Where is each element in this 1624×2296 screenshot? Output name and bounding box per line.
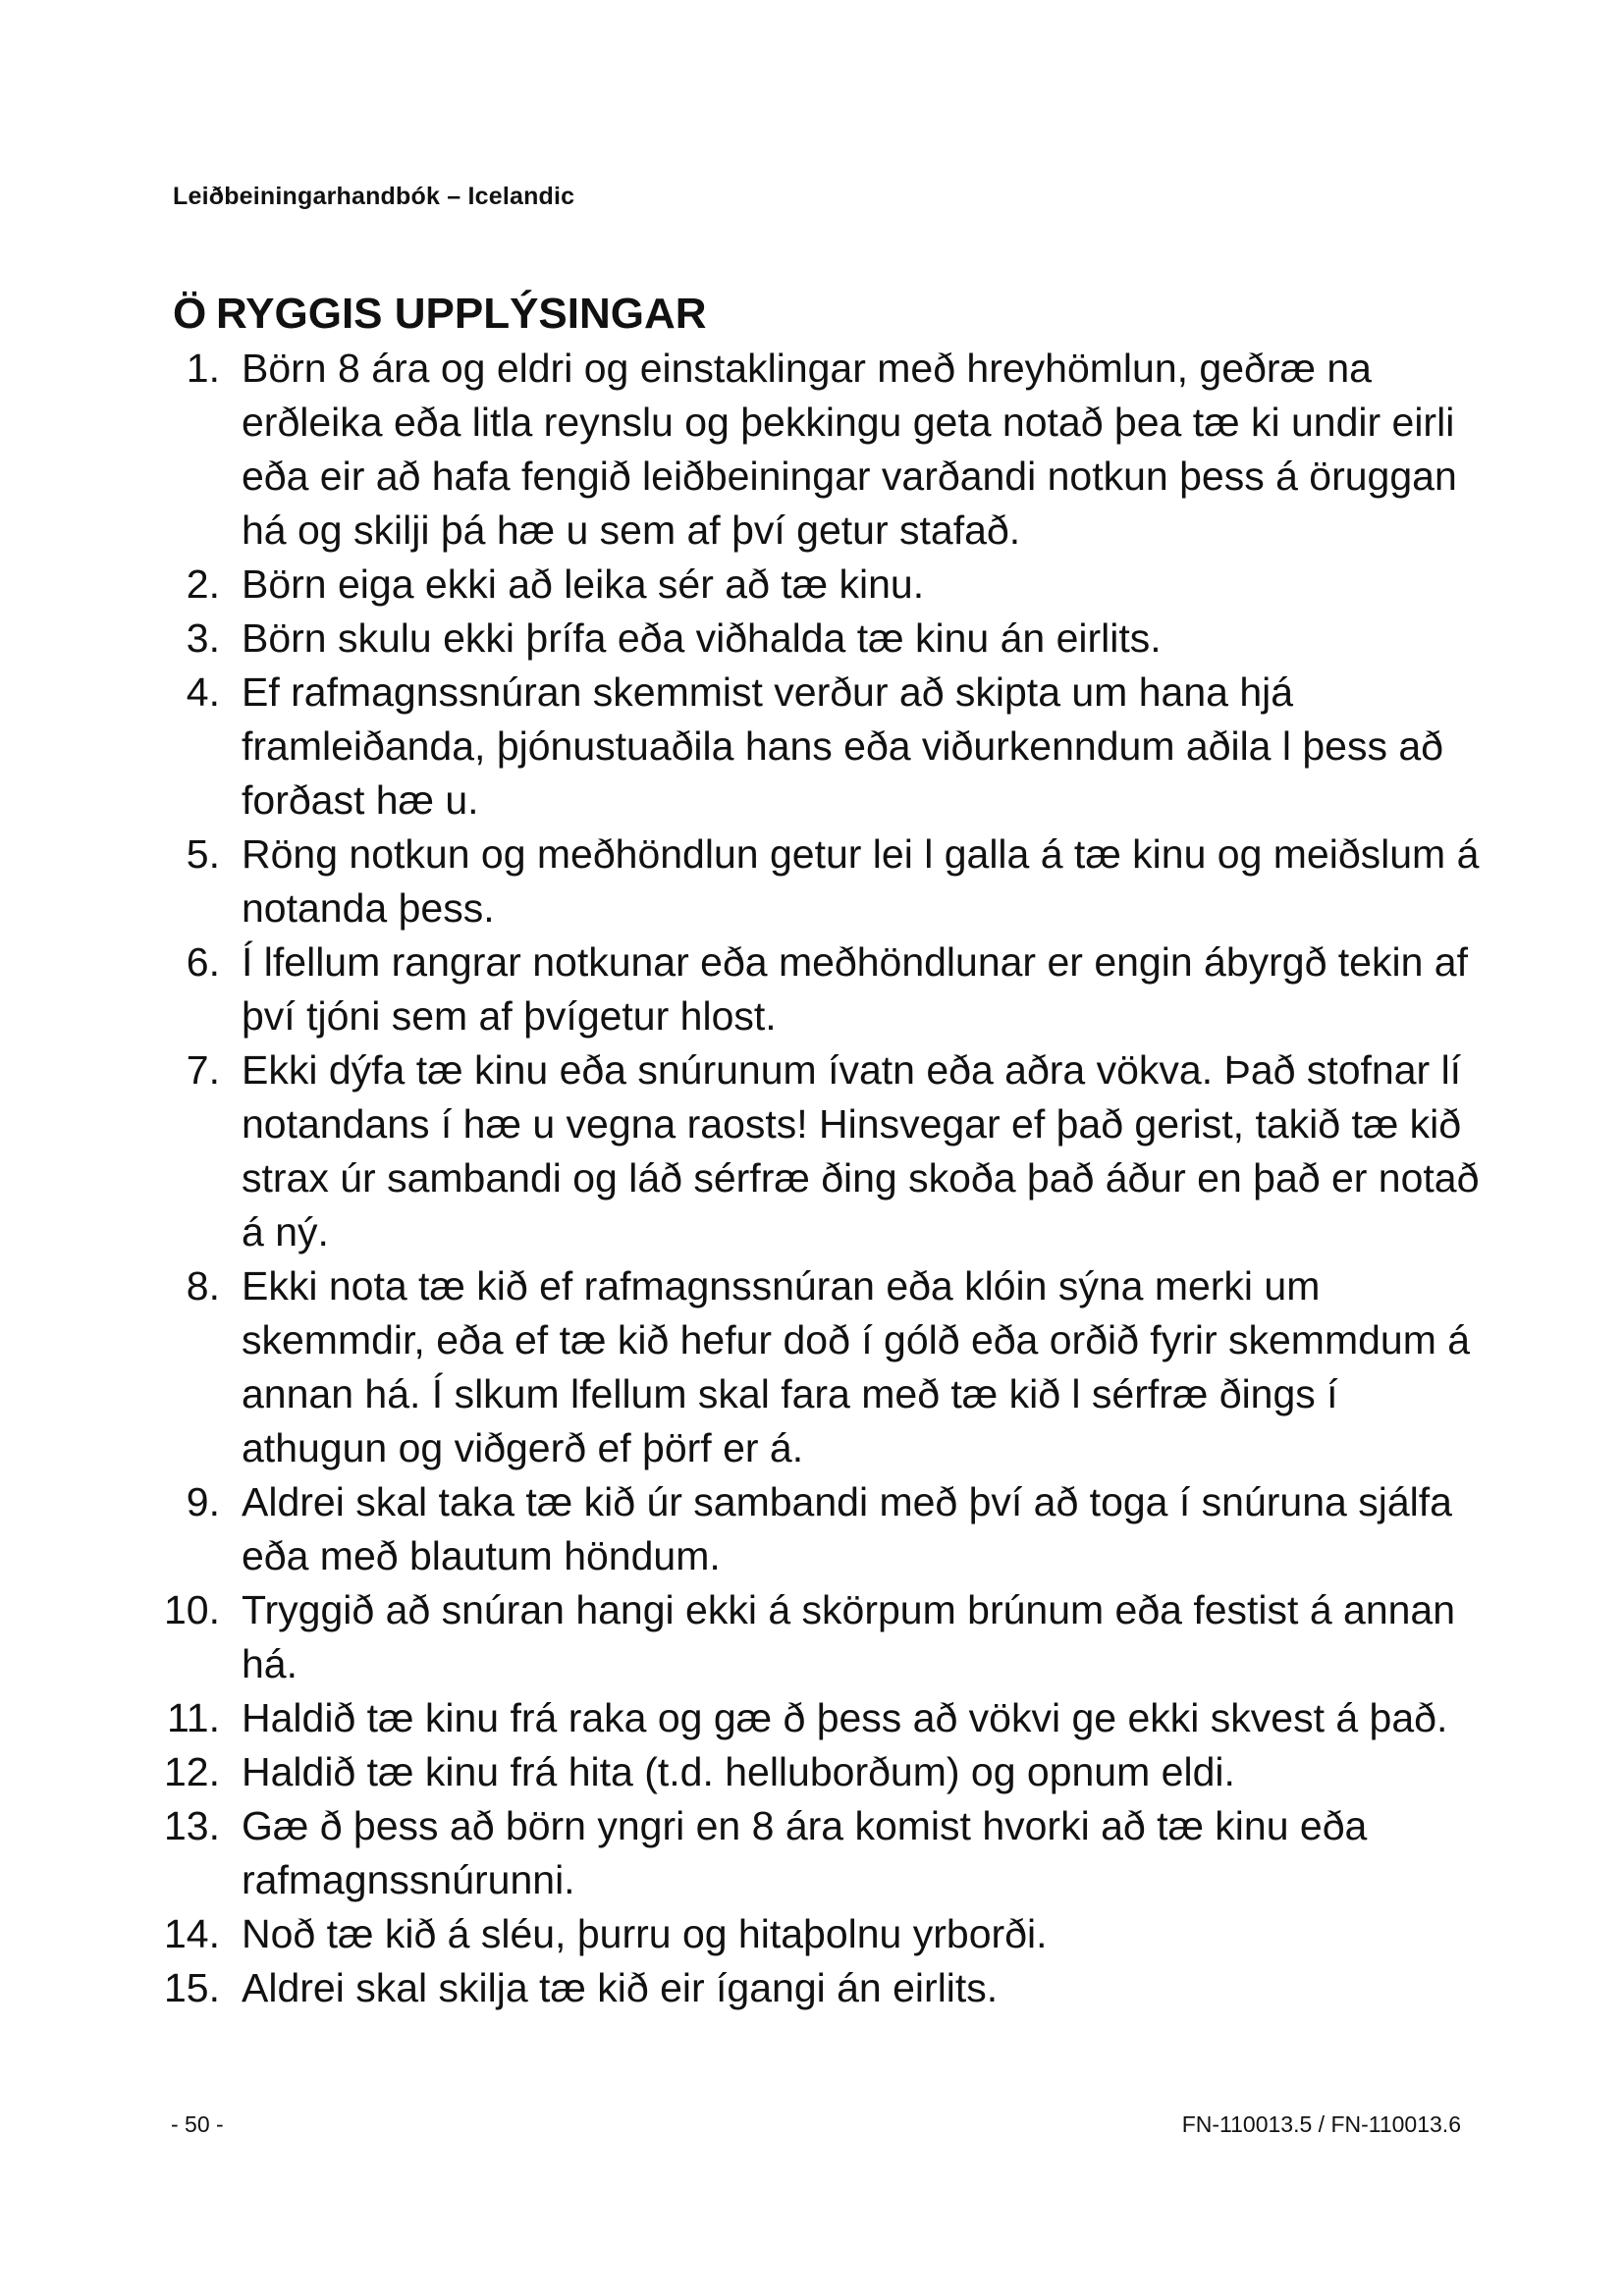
item-number: 13.	[164, 1803, 220, 1848]
item-text: Börn eiga ekki að leika sér að tæ kinu.	[242, 561, 925, 607]
item-number: 8.	[186, 1263, 220, 1308]
item-text: Haldið tæ kinu frá raka og gæ ð þess að vökvi ge ekki skvest á það.	[242, 1695, 1448, 1740]
item-text: Gæ ð þess að börn yngri en 8 ára komist hvorki að tæ kinu eða rafmagnssnúrunni.	[242, 1803, 1368, 1902]
list-item	[118, 1043, 1492, 1259]
safety-list	[118, 342, 1492, 2015]
item-text: Aldrei skal skilja tæ kið eir ígangi án eirlits.	[242, 1965, 999, 2010]
model-number: FN-110013.5 / FN-110013.6	[1181, 2111, 1461, 2137]
list-item	[118, 1583, 1492, 1691]
item-number: 3.	[186, 615, 220, 661]
item-number: 10.	[164, 1587, 220, 1632]
item-number: 1.	[186, 346, 220, 391]
item-number: 5.	[186, 831, 220, 877]
list-item	[118, 666, 1492, 828]
section-title-lead: Ö	[173, 290, 207, 338]
list-item	[118, 342, 1492, 558]
document-header: Leiðbeiningarhandbók – Icelandic	[173, 183, 575, 210]
item-number: 11.	[167, 1695, 220, 1740]
page-number: - 50 -	[171, 2111, 224, 2137]
item-text: Ekki dýfa tæ kinu eða snúrunum ívatn eða aðra vökva. Það stofnar lí notandans í hæ u vegna raosts! Hinsvegar ef það gerist, takið tæ kið strax úr sambandi og láð sérfræ ðing skoða það áður en það er notað á ný.	[242, 1047, 1480, 1255]
item-text: Tryggið að snúran hangi ekki á skörpum brúnum eða festist á annan há.	[242, 1587, 1456, 1686]
item-number: 12.	[164, 1749, 220, 1794]
section-title-text: RYGGIS UPPLÝSINGAR	[216, 290, 707, 338]
item-number: 7.	[186, 1047, 220, 1093]
item-text: Ekki nota tæ kið ef rafmagnssnúran eða klóin sýna merki um skemmdir, eða ef tæ kið hefur doð í gólð eða orðið fyrir skemmdum á annan há. Í slkum lfellum skal fara með tæ kið l sérfræ ðings í athugun og viðgerð ef þörf er á.	[242, 1263, 1471, 1470]
list-item	[118, 1961, 1492, 2015]
item-number: 2.	[186, 561, 220, 607]
item-text: Ef rafmagnssnúran skemmist verður að skipta um hana hjá framleiðanda, þjónustuaðila hans eða viðurkenndum aðila l þess að forðast hæ u.	[242, 669, 1443, 823]
item-text: Í lfellum rangrar notkunar eða meðhöndlunar er engin ábyrgð tekin af því tjóni sem af þvígetur hlost.	[242, 939, 1468, 1039]
list-item	[118, 1745, 1492, 1799]
item-number: 6.	[186, 939, 220, 985]
list-item	[118, 1907, 1492, 1961]
list-item	[118, 1259, 1492, 1475]
item-text: Röng notkun og meðhöndlun getur lei l galla á tæ kinu og meiðslum á notanda þess.	[242, 831, 1480, 931]
section-title	[173, 291, 707, 338]
item-text: Noð tæ kið á sléu, þurru og hitaþolnu yrborði.	[242, 1911, 1048, 1956]
item-number: 4.	[186, 669, 220, 715]
list-item	[118, 1691, 1492, 1745]
list-item	[118, 558, 1492, 612]
item-number: 14.	[164, 1911, 220, 1956]
list-item	[118, 828, 1492, 935]
item-text: Börn skulu ekki þrífa eða viðhalda tæ kinu án eirlits.	[242, 615, 1162, 661]
list-item	[118, 612, 1492, 666]
list-item	[118, 935, 1492, 1043]
item-number: 15.	[164, 1965, 220, 2010]
item-number: 9.	[186, 1479, 220, 1524]
item-text: Aldrei skal taka tæ kið úr sambandi með því að toga í snúruna sjálfa eða með blautum höndum.	[242, 1479, 1452, 1578]
list-item	[118, 1799, 1492, 1907]
item-text: Haldið tæ kinu frá hita (t.d. helluborðum) og opnum eldi.	[242, 1749, 1235, 1794]
list-item	[118, 1475, 1492, 1583]
item-text: Börn 8 ára og eldri og einstaklingar með hreyhömlun, geðræ na erðleika eða litla reynslu og þekkingu geta notað þea tæ ki undir eirli eða eir að hafa fengið leiðbeiningar varðandi notkun þess á öruggan há og skilji þá hæ u sem af því getur stafað.	[242, 346, 1457, 553]
